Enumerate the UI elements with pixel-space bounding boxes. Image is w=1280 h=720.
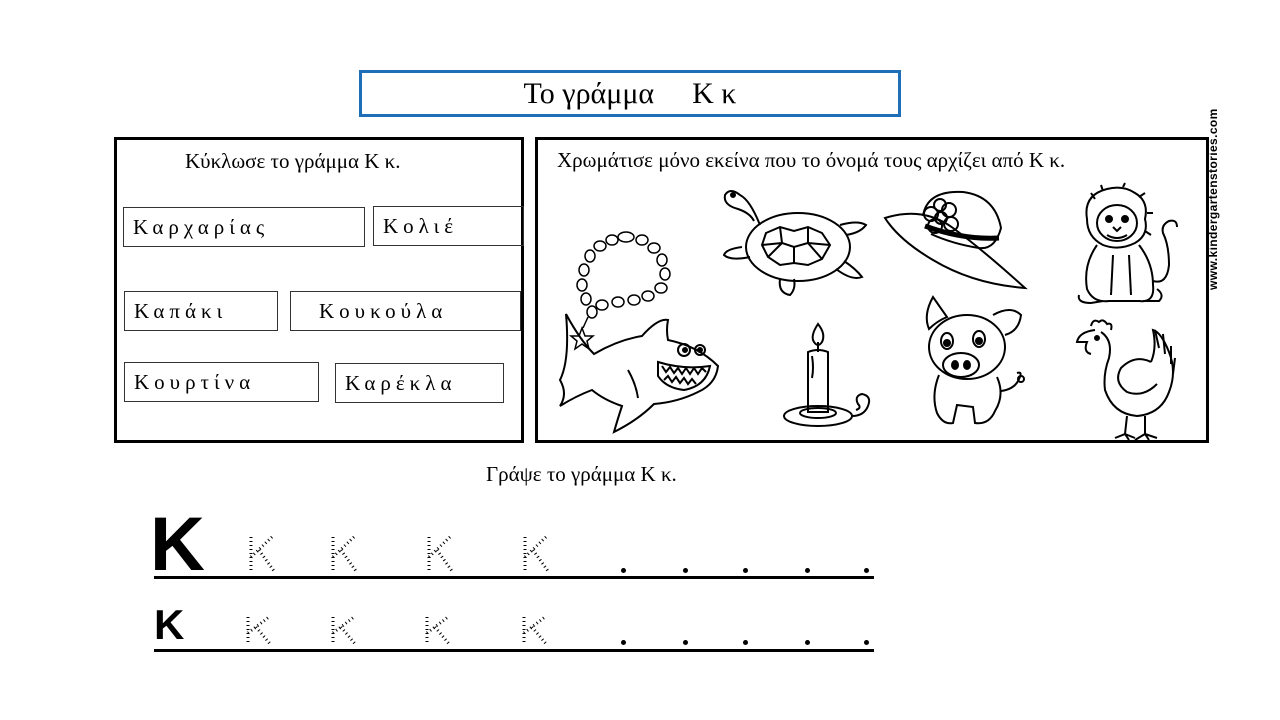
tracing-letter[interactable] [426, 535, 454, 573]
write-instruction: Γράψε το γράμμα Κ κ. [486, 462, 677, 486]
writing-dot [864, 640, 869, 645]
tracing-letter[interactable] [521, 615, 549, 647]
title-letter: Κ κ [692, 76, 737, 110]
coloring-panel [535, 137, 1209, 443]
uppercase-model-letter: K [150, 502, 205, 587]
hen-icon[interactable] [1073, 318, 1183, 443]
title-text: Το γράμμα [523, 76, 655, 110]
tracing-letter[interactable] [330, 615, 358, 647]
word-box-karcharias[interactable]: Καρχαρίας [123, 207, 365, 247]
pig-icon[interactable] [923, 295, 1028, 430]
writing-dot [621, 640, 626, 645]
writing-dot [743, 568, 748, 573]
word-box-karekla[interactable]: Καρέκλα [335, 363, 504, 403]
word-box-kolie[interactable]: Κολιέ [373, 206, 524, 246]
tracing-letter[interactable] [330, 535, 358, 573]
hat-icon[interactable] [883, 188, 1028, 288]
writing-dot [743, 640, 748, 645]
tracing-letter[interactable] [522, 535, 550, 573]
lowercase-model-letter: K [154, 601, 185, 648]
writing-dot [683, 568, 688, 573]
circle-instruction: Κύκλωσε το γράμμα Κ κ. [185, 149, 401, 173]
writing-dot [621, 568, 626, 573]
circle-letter-panel [114, 137, 524, 443]
word-box-kapaki[interactable]: Καπάκι [124, 291, 278, 331]
writing-dot [805, 568, 810, 573]
tracing-letter[interactable] [248, 535, 276, 573]
turtle-icon[interactable] [720, 185, 870, 305]
worksheet-title [359, 70, 901, 117]
necklace-icon[interactable] [568, 192, 678, 302]
writing-line-2 [154, 649, 874, 652]
word-box-koukoula[interactable]: Κουκούλα [290, 291, 521, 331]
tracing-letter[interactable] [245, 615, 273, 647]
word-box-kourtina[interactable]: Κουρτίνα [124, 362, 319, 402]
lion-icon[interactable] [1073, 185, 1183, 310]
candle-icon[interactable] [778, 322, 878, 432]
writing-line-1 [154, 576, 874, 579]
shark-icon[interactable] [558, 310, 723, 435]
website-label: www.kindergartenstories.com [1206, 108, 1220, 290]
writing-dot [805, 640, 810, 645]
writing-dot [864, 568, 869, 573]
tracing-letter[interactable] [424, 615, 452, 647]
writing-dot [683, 640, 688, 645]
coloring-instruction: Χρωμάτισε μόνο εκείνα που το όνομά τους αρχίζει από Κ κ. [557, 148, 1066, 172]
